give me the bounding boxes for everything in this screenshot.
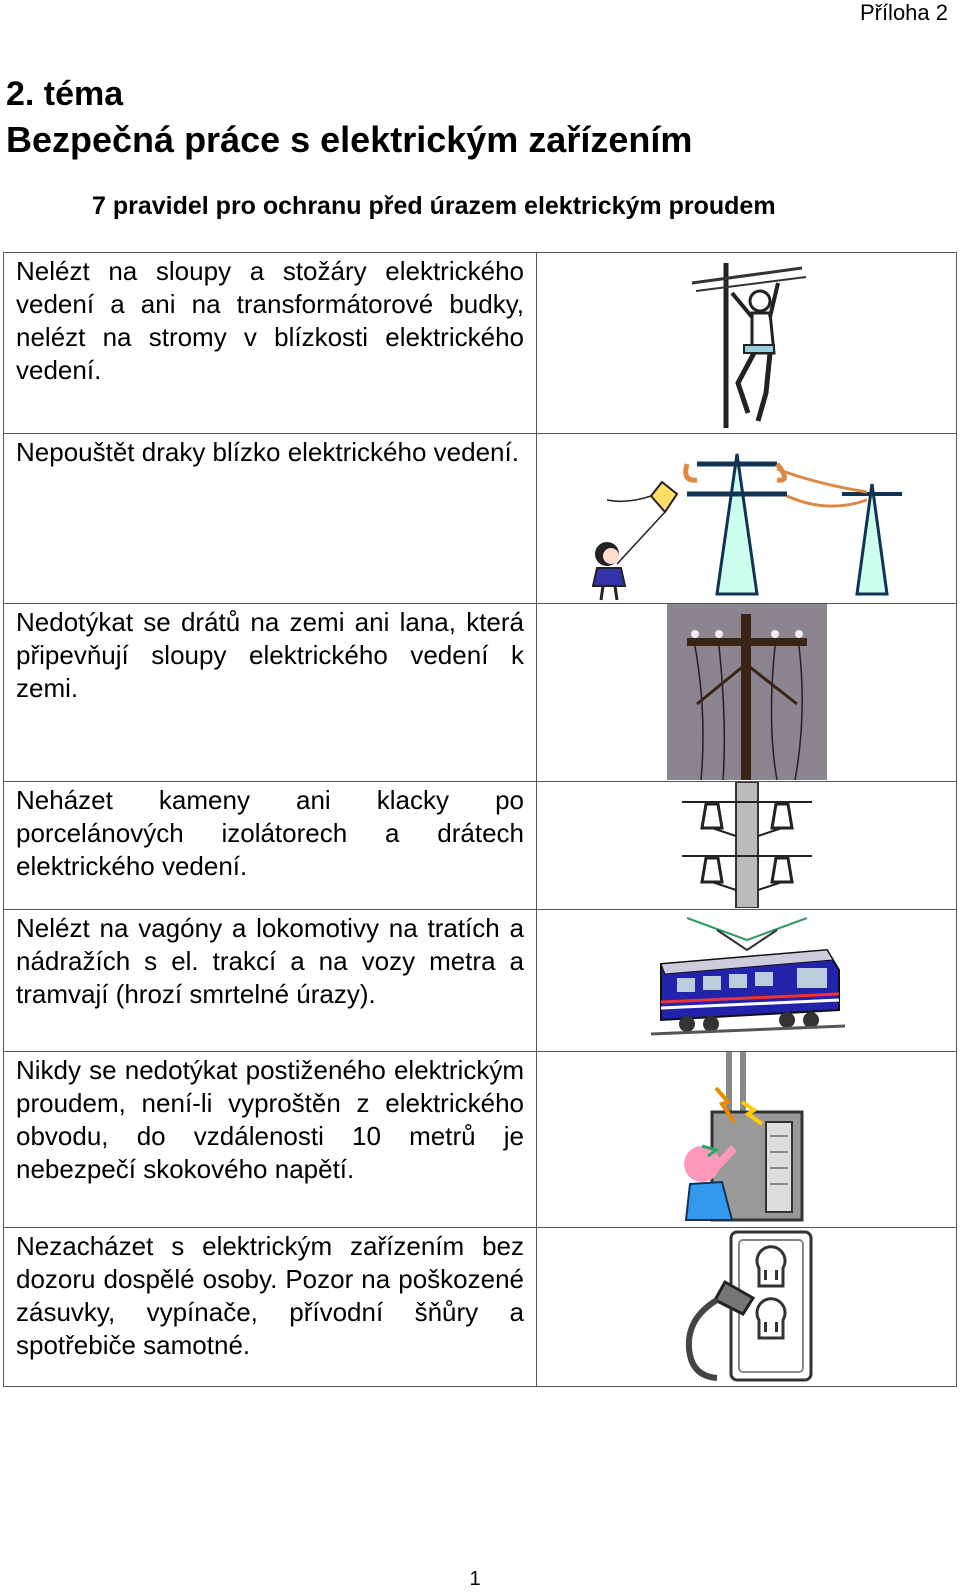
- rule-text: Neházet kameny ani klacky po porcelánových izolátorech a drátech elektrického vedení.: [16, 785, 524, 881]
- rule-row: [4, 253, 957, 434]
- attachment-label: Příloha 2: [859, 0, 948, 25]
- lineman-climbing-icon: [682, 253, 812, 428]
- utility-pole-icon: [667, 604, 827, 780]
- rule-row: [4, 910, 957, 1052]
- rule-text-cell: [4, 1228, 537, 1387]
- rule-row: [4, 1052, 957, 1228]
- rule-picture-cell: [537, 604, 957, 782]
- rule-picture-cell: [537, 782, 957, 910]
- rule-picture-cell: [537, 1228, 957, 1387]
- electric-locomotive-icon: [647, 910, 847, 1040]
- rule-text-cell: [4, 782, 537, 910]
- rule-text-cell: [4, 1052, 537, 1228]
- rule-picture-cell: [537, 910, 957, 1052]
- wall-socket-plug-icon: [677, 1228, 817, 1384]
- kite-power-lines-icon: [567, 434, 927, 602]
- rule-text-cell: [4, 604, 537, 782]
- rule-text-cell: [4, 434, 537, 604]
- rule-text: Nikdy se nedotýkat postiženého elektrickým proudem, není-li vyproštěn z elektrického obvodu, do vzdálenosti 10 metrů je nebezpečí skokového napětí.: [16, 1055, 524, 1184]
- rules-table: [3, 252, 957, 1387]
- electric-shock-icon: [682, 1052, 812, 1224]
- rule-row: [4, 782, 957, 910]
- rule-row: [4, 604, 957, 782]
- rule-row: [4, 1228, 957, 1387]
- page-title: Bezpečná práce s elektrickým zařízením: [6, 119, 693, 160]
- topic-heading: 2. téma: [6, 75, 124, 113]
- rule-text-cell: [4, 253, 537, 434]
- rule-text-cell: [4, 910, 537, 1052]
- rule-text: Nezacházet s elektrickým zařízením bez dozoru dospělé osoby. Pozor na poškozené zásuvky, vypínače, přívodní šňůry a spotřebiče samotné.: [16, 1231, 524, 1360]
- rule-picture-cell: [537, 434, 957, 604]
- rule-text: Nelézt na vagóny a lokomotivy na tratích a nádražích s el. trakcí a na vozy metra a tramvají (hrozí smrtelné úrazy).: [16, 913, 524, 1009]
- insulators-icon: [682, 782, 812, 908]
- rule-text: Nedotýkat se drátů na zemi ani lana, která připevňují sloupy elektrického vedení k zemi.: [16, 607, 524, 703]
- subtitle: 7 pravidel pro ochranu před úrazem elektrickým proudem: [92, 192, 776, 220]
- rule-text: Nepouštět draky blízko elektrického vedení.: [16, 437, 519, 467]
- rule-picture-cell: [537, 253, 957, 434]
- page-number: 1: [469, 1568, 481, 1590]
- rule-picture-cell: [537, 1052, 957, 1228]
- rule-row: [4, 434, 957, 604]
- rule-text: Nelézt na sloupy a stožáry elektrického vedení a ani na transformátorové budky, nelézt na stromy v blízkosti elektrického vedení.: [16, 256, 524, 385]
